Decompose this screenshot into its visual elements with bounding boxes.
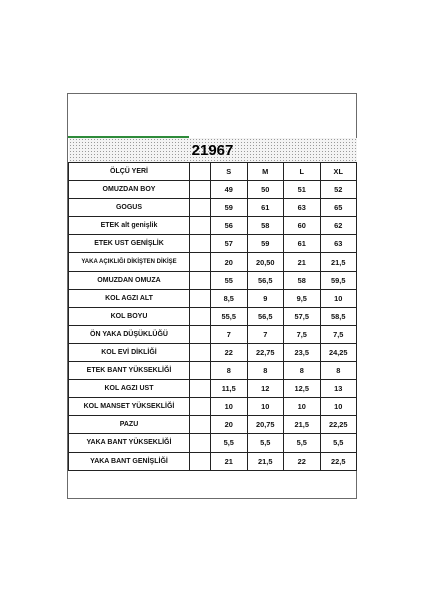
value-cell-m: 9 [247, 289, 284, 307]
measurement-label: KOL BOYU [69, 307, 190, 325]
value-cell-xl: 7,5 [320, 325, 357, 343]
size-header-l: L [284, 163, 321, 181]
spacer-cell [190, 325, 211, 343]
value-cell-m: 5,5 [247, 434, 284, 452]
value-cell-l: 8 [284, 362, 321, 380]
size-header-xl: XL [320, 163, 357, 181]
value-cell-s: 55,5 [211, 307, 248, 325]
value-cell-xl: 13 [320, 380, 357, 398]
value-cell-l: 9,5 [284, 289, 321, 307]
value-cell-s: 55 [211, 271, 248, 289]
size-header-s: S [211, 163, 248, 181]
value-cell-s: 20 [211, 416, 248, 434]
table-row [69, 253, 357, 271]
measurement-label: KOL AGZI ALT [69, 289, 190, 307]
table-row [69, 235, 357, 253]
value-cell-m: 10 [247, 398, 284, 416]
value-cell-m: 50 [247, 181, 284, 199]
measurement-label: GOGUS [69, 199, 190, 217]
value-cell-l: 12,5 [284, 380, 321, 398]
value-cell-l: 21,5 [284, 416, 321, 434]
spacer-cell [190, 271, 211, 289]
value-cell-l: 58 [284, 271, 321, 289]
spacer-cell [190, 181, 211, 199]
spacer-cell [190, 289, 211, 307]
value-cell-m: 59 [247, 235, 284, 253]
spacer-cell [190, 307, 211, 325]
value-cell-xl: 24,25 [320, 343, 357, 361]
spacer-cell [190, 253, 211, 271]
measurement-label: KOL MANSET YÜKSEKLİĞİ [69, 398, 190, 416]
value-cell-xl: 52 [320, 181, 357, 199]
value-cell-s: 59 [211, 199, 248, 217]
spacer-cell [190, 199, 211, 217]
value-cell-m: 21,5 [247, 452, 284, 470]
table-row [69, 362, 357, 380]
product-code: 21967 [69, 138, 357, 163]
value-cell-s: 10 [211, 398, 248, 416]
measurement-label: KOL AGZI UST [69, 380, 190, 398]
value-cell-l: 21 [284, 253, 321, 271]
value-cell-l: 60 [284, 217, 321, 235]
value-cell-s: 20 [211, 253, 248, 271]
value-cell-s: 22 [211, 343, 248, 361]
table-row [69, 307, 357, 325]
value-cell-s: 57 [211, 235, 248, 253]
table-row [69, 217, 357, 235]
measurement-label: KOL EVİ DİKLİĞİ [69, 343, 190, 361]
spacer-cell [190, 235, 211, 253]
value-cell-m: 56,5 [247, 271, 284, 289]
value-cell-m: 61 [247, 199, 284, 217]
value-cell-l: 10 [284, 398, 321, 416]
spacer-cell [190, 452, 211, 470]
size-header-m: M [247, 163, 284, 181]
value-cell-l: 5,5 [284, 434, 321, 452]
measurement-label: PAZU [69, 416, 190, 434]
value-cell-s: 8,5 [211, 289, 248, 307]
table-row [69, 343, 357, 361]
measurement-label: YAKA AÇIKLIĞI DİKİŞTEN DİKİŞE [69, 253, 190, 271]
value-cell-l: 51 [284, 181, 321, 199]
value-cell-m: 20,50 [247, 253, 284, 271]
value-cell-s: 11,5 [211, 380, 248, 398]
value-cell-xl: 10 [320, 398, 357, 416]
table-row [69, 181, 357, 199]
spacer-cell [190, 362, 211, 380]
measurement-label: ETEK BANT YÜKSEKLİĞİ [69, 362, 190, 380]
value-cell-xl: 62 [320, 217, 357, 235]
value-cell-l: 7,5 [284, 325, 321, 343]
product-code-row [69, 138, 357, 163]
size-header-row [69, 163, 357, 181]
value-cell-s: 49 [211, 181, 248, 199]
value-cell-m: 58 [247, 217, 284, 235]
measurement-label: ÖN YAKA DÜŞÜKLÜĞÜ [69, 325, 190, 343]
value-cell-xl: 65 [320, 199, 357, 217]
value-cell-m: 12 [247, 380, 284, 398]
spacer-cell [190, 217, 211, 235]
table-row [69, 398, 357, 416]
size-chart-table [68, 138, 357, 471]
spacer-cell [190, 343, 211, 361]
value-cell-l: 23,5 [284, 343, 321, 361]
measurement-header: ÖLÇÜ YERİ [69, 163, 190, 181]
measurement-label: ETEK alt genişlik [69, 217, 190, 235]
spacer-cell [190, 416, 211, 434]
value-cell-s: 21 [211, 452, 248, 470]
measurement-label: YAKA BANT YÜKSEKLİĞİ [69, 434, 190, 452]
value-cell-s: 8 [211, 362, 248, 380]
value-cell-m: 7 [247, 325, 284, 343]
value-cell-s: 56 [211, 217, 248, 235]
measurement-label: YAKA BANT GENİŞLİĞİ [69, 452, 190, 470]
table-row [69, 416, 357, 434]
value-cell-l: 61 [284, 235, 321, 253]
measurement-label: OMUZDAN BOY [69, 181, 190, 199]
table-row [69, 289, 357, 307]
spacer-cell [190, 380, 211, 398]
measurement-label: OMUZDAN OMUZA [69, 271, 190, 289]
spacer-cell [190, 434, 211, 452]
value-cell-s: 7 [211, 325, 248, 343]
value-cell-xl: 22,5 [320, 452, 357, 470]
value-cell-l: 63 [284, 199, 321, 217]
table-row [69, 434, 357, 452]
value-cell-xl: 59,5 [320, 271, 357, 289]
value-cell-xl: 5,5 [320, 434, 357, 452]
value-cell-m: 22,75 [247, 343, 284, 361]
value-cell-xl: 21,5 [320, 253, 357, 271]
measurement-label: ETEK UST GENİŞLİK [69, 235, 190, 253]
value-cell-s: 5,5 [211, 434, 248, 452]
value-cell-xl: 22,25 [320, 416, 357, 434]
spacer-cell [190, 163, 211, 181]
table-row [69, 325, 357, 343]
value-cell-xl: 8 [320, 362, 357, 380]
value-cell-m: 20,75 [247, 416, 284, 434]
table-row [69, 271, 357, 289]
table-row [69, 452, 357, 470]
value-cell-m: 56,5 [247, 307, 284, 325]
value-cell-xl: 10 [320, 289, 357, 307]
value-cell-m: 8 [247, 362, 284, 380]
value-cell-l: 57,5 [284, 307, 321, 325]
value-cell-l: 22 [284, 452, 321, 470]
table-row [69, 380, 357, 398]
value-cell-xl: 58,5 [320, 307, 357, 325]
spacer-cell [190, 398, 211, 416]
table-row [69, 199, 357, 217]
value-cell-xl: 63 [320, 235, 357, 253]
